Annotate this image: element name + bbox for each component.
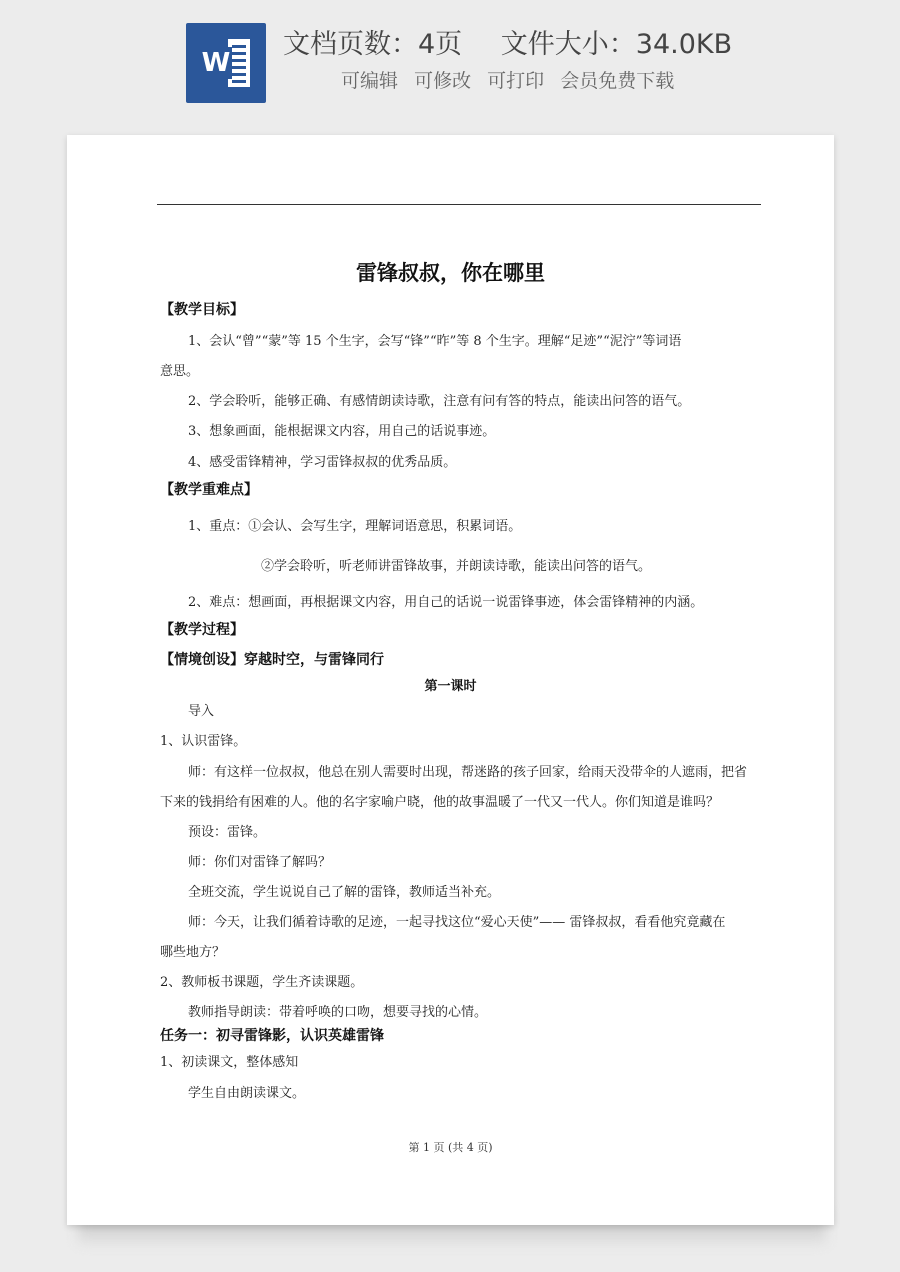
- goal-3: 3、想象画面，能根据课文内容，用自己的话说事迹。: [188, 424, 496, 439]
- intro-label: 导入: [188, 704, 215, 719]
- key-point-1b: ②学会聆听，听老师讲雷锋故事，并朗读诗歌，能读出问答的语气。: [261, 559, 652, 574]
- heading-scene-setting: 【情境创设】穿越时空，与雷锋同行: [160, 652, 384, 668]
- document-title: 雷锋叔叔，你在哪里: [356, 260, 545, 285]
- feature-printable: 可打印: [487, 70, 545, 92]
- reading-step-1: 1、初读课文，整体感知: [160, 1055, 299, 1070]
- step-2: 2、教师板书课题，学生齐读课题。: [160, 975, 364, 990]
- feature-modifiable: 可修改: [414, 70, 472, 92]
- goal-1-line-2: 意思。: [160, 364, 200, 379]
- free-reading: 学生自由朗读课文。: [188, 1086, 306, 1101]
- document-page: [67, 135, 834, 1225]
- lesson-title: 第一课时: [424, 679, 477, 694]
- file-size: 文件大小：34.0KB: [500, 29, 733, 60]
- heading-task-1: 任务一：初寻雷锋影，认识英雄雷锋: [160, 1028, 384, 1044]
- preset-answer: 预设：雷锋。: [188, 825, 267, 840]
- feature-editable: 可编辑: [341, 70, 399, 92]
- word-letter-badge: W: [201, 48, 231, 78]
- header-rule: [157, 204, 761, 205]
- heading-key-points: 【教学重难点】: [160, 482, 258, 498]
- teacher-line-3b: 哪些地方？: [160, 945, 226, 960]
- class-exchange: 全班交流，学生说说自己了解的雷锋，教师适当补充。: [188, 885, 501, 900]
- goal-4: 4、感受雷锋精神，学习雷锋叔叔的优秀品质。: [188, 455, 457, 470]
- heading-teaching-process: 【教学过程】: [160, 622, 244, 638]
- page-count: 文档页数：4页: [283, 29, 463, 60]
- step-1: 1、认识雷锋。: [160, 734, 247, 749]
- teacher-line-2: 师：你们对雷锋了解吗？: [188, 855, 332, 870]
- difficulty-point: 2、难点：想画面，再根据课文内容，用自己的话说一说雷锋事迹，体会雷锋精神的内涵。: [188, 595, 704, 610]
- key-point-1: 1、重点：①会认、会写生字，理解词语意思，积累词语。: [188, 519, 522, 534]
- page-footer: 第 1 页 (共 4 页): [408, 1141, 493, 1154]
- heading-teaching-goals: 【教学目标】: [160, 302, 244, 318]
- teacher-line-1a: 师：有这样一位叔叔，他总在别人需要时出现，帮迷路的孩子回家，给雨天没带伞的人遮雨，把省: [188, 765, 748, 780]
- teacher-line-1b: 下来的钱捐给有困难的人。他的名字家喻户晓，他的故事温暖了一代又一代人。你们知道是谁吗？: [160, 795, 720, 810]
- teacher-line-3a: 师：今天，让我们循着诗歌的足迹，一起寻找这位“爱心天使”—— 雷锋叔叔，看看他究竟藏在: [188, 915, 726, 930]
- goal-2: 2、学会聆听，能够正确、有感情朗读诗歌，注意有问有答的特点，能读出问答的语气。: [188, 394, 691, 409]
- feature-member-download: 会员免费下载: [560, 70, 675, 92]
- document-stats: [283, 22, 762, 58]
- goal-1-line-1: 1、会认“曾”“蒙”等 15 个生字，会写“锋”“昨”等 8 个生字。理解“足迹”“泥泞”等词语: [188, 334, 682, 349]
- feature-list: [341, 66, 684, 93]
- reading-guidance: 教师指导朗读：带着呼唤的口吻，想要寻找的心情。: [188, 1005, 488, 1020]
- document-info-banner: [0, 0, 900, 125]
- word-document-icon: [186, 23, 266, 103]
